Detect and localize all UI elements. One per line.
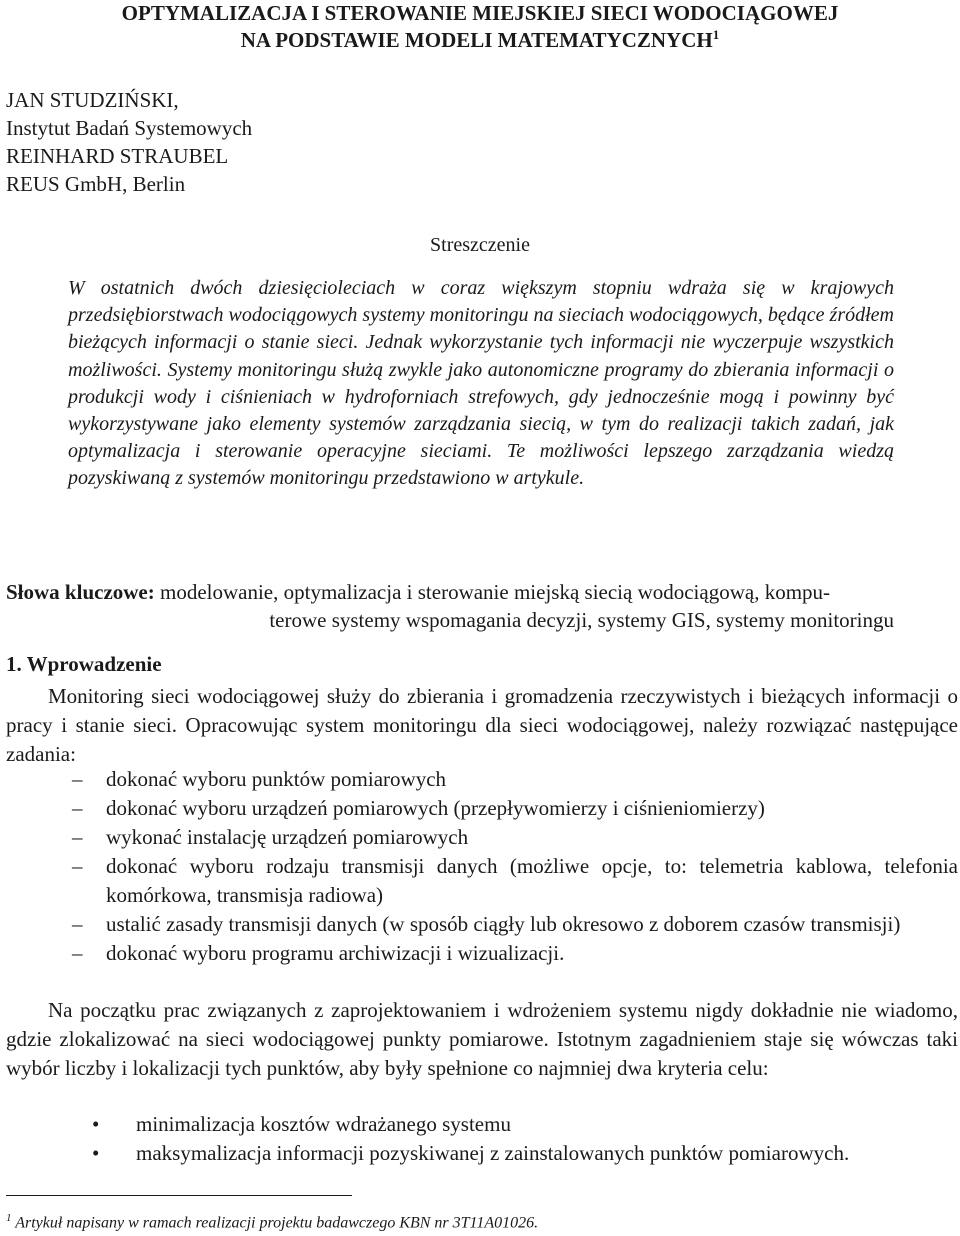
paper-title (0, 0, 960, 54)
list-item (72, 939, 958, 968)
dash-marker: – (72, 825, 83, 849)
abstract-text: W ostatnich dwóch dziesięcioleciach w coraz większym stopniu wdraża się w krajowych przedsiębiorstwach wodociągowych systemy monitoringu na sieciach wodociągowych, będące źródłem bieżących informacji o stanie sieci. Jednak wykorzystanie tych informacji nie wyczerpuje wszystkich możliwości. Systemy monitoringu służą zwykle jako autonomiczne programy do zbierania informacji o produkcji wody i ciśnieniach w hydroforniach strefowych, gdy jednocześnie mogą i powinny być wykorzystywane jako elementy systemów zarządzania siecią, w tym do realizacji takich zadań, jak optymalizacja i sterowanie operacyjne sieciami. Te możliwości lepszego zarządzania wiedzą pozyskiwaną z systemów monitoringu przedstawiono w artykule. (68, 277, 894, 490)
list-item (72, 823, 958, 852)
footnote-mark: 1 (6, 1212, 12, 1224)
author-line: REUS GmbH, Berlin (6, 172, 186, 196)
title-line-2 (0, 27, 960, 54)
list-item-text: wykonać instalację urządzeń pomiarowych (106, 825, 469, 849)
dash-marker: – (72, 767, 83, 791)
author-block (6, 86, 252, 198)
footnote (6, 1207, 538, 1234)
list-item-text: ustalić zasady transmisji danych (w sposób ciągły lub okresowo z doborem czasów transmisji) (106, 912, 901, 936)
footnote-text: Artykuł napisany w ramach realizacji projektu badawczego KBN nr 3T11A01026. (15, 1214, 539, 1232)
title-footnote-mark: 1 (712, 27, 720, 42)
author-line: JAN STUDZIŃSKI, (6, 88, 179, 112)
list-item (72, 794, 958, 823)
body-paragraph: Monitoring sieci wodociągowej służy do zbierania i gromadzenia rzeczywistych i bieżących informacji o pracy i stanie sieci. Opracowując system monitoringu dla sieci wodociągowej, należy rozwiązać następujące zadania: (6, 684, 958, 766)
dash-marker: – (72, 854, 83, 878)
keywords-line-1: modelowanie, optymalizacja i sterowanie miejską siecią wodociągową, kompu- (160, 580, 831, 604)
keywords-block (6, 578, 958, 634)
author-line: REINHARD STRAUBEL (6, 144, 229, 168)
task-list (72, 765, 958, 968)
dash-marker: – (72, 941, 83, 965)
keywords-label: Słowa kluczowe: (6, 580, 155, 604)
keywords-line-2: terowe systemy wspomagania decyzji, systemy GIS, systemy monitoringu (269, 608, 894, 632)
list-item-text: dokonać wyboru punktów pomiarowych (106, 767, 447, 791)
list-item-text: dokonać wyboru rodzaju transmisji danych (możliwe opcje, to: telemetria kablowa, telefonia komórkowa, transmisja radiowa) (106, 854, 958, 907)
list-item-text: minimalizacja kosztów wdrażanego systemu (136, 1112, 511, 1136)
list-item (92, 1139, 958, 1168)
section-heading: 1. Wprowadzenie (6, 652, 162, 676)
list-item-text: dokonać wyboru programu archiwizacji i wizualizacji. (106, 941, 565, 965)
abstract-heading: Streszczenie (430, 234, 530, 256)
list-item (72, 852, 958, 910)
bullet-marker: • (92, 1141, 100, 1165)
footnote-divider (6, 1195, 352, 1196)
bullet-marker: • (92, 1112, 100, 1136)
dash-marker: – (72, 796, 83, 820)
title-line-2-text: NA PODSTAWIE MODELI MATEMATYCZNYCH (240, 28, 713, 52)
list-item (92, 1110, 958, 1139)
body-paragraph: Na początku prac związanych z zaprojektowaniem i wdrożeniem systemu nigdy dokładnie nie wiadomo, gdzie zlokalizować na sieci wodociągowej punkty pomiarowe. Istotnym zagadnieniem staje się wówczas taki wybór liczby i lokalizacji tych punktów, aby były spełnione co najmniej dwa kryteria celu: (6, 998, 958, 1080)
title-line-1: OPTYMALIZACJA I STEROWANIE MIEJSKIEJ SIECI WODOCIĄGOWEJ (121, 1, 839, 25)
list-item-text: maksymalizacja informacji pozyskiwanej z zainstalowanych punktów pomiarowych. (136, 1141, 850, 1165)
list-item-text: dokonać wyboru urządzeń pomiarowych (przepływomierzy i ciśnieniomierzy) (106, 796, 765, 820)
list-item (72, 910, 958, 939)
criteria-list (92, 1110, 958, 1168)
list-item (72, 765, 958, 794)
dash-marker: – (72, 912, 83, 936)
author-line: Instytut Badań Systemowych (6, 116, 253, 140)
